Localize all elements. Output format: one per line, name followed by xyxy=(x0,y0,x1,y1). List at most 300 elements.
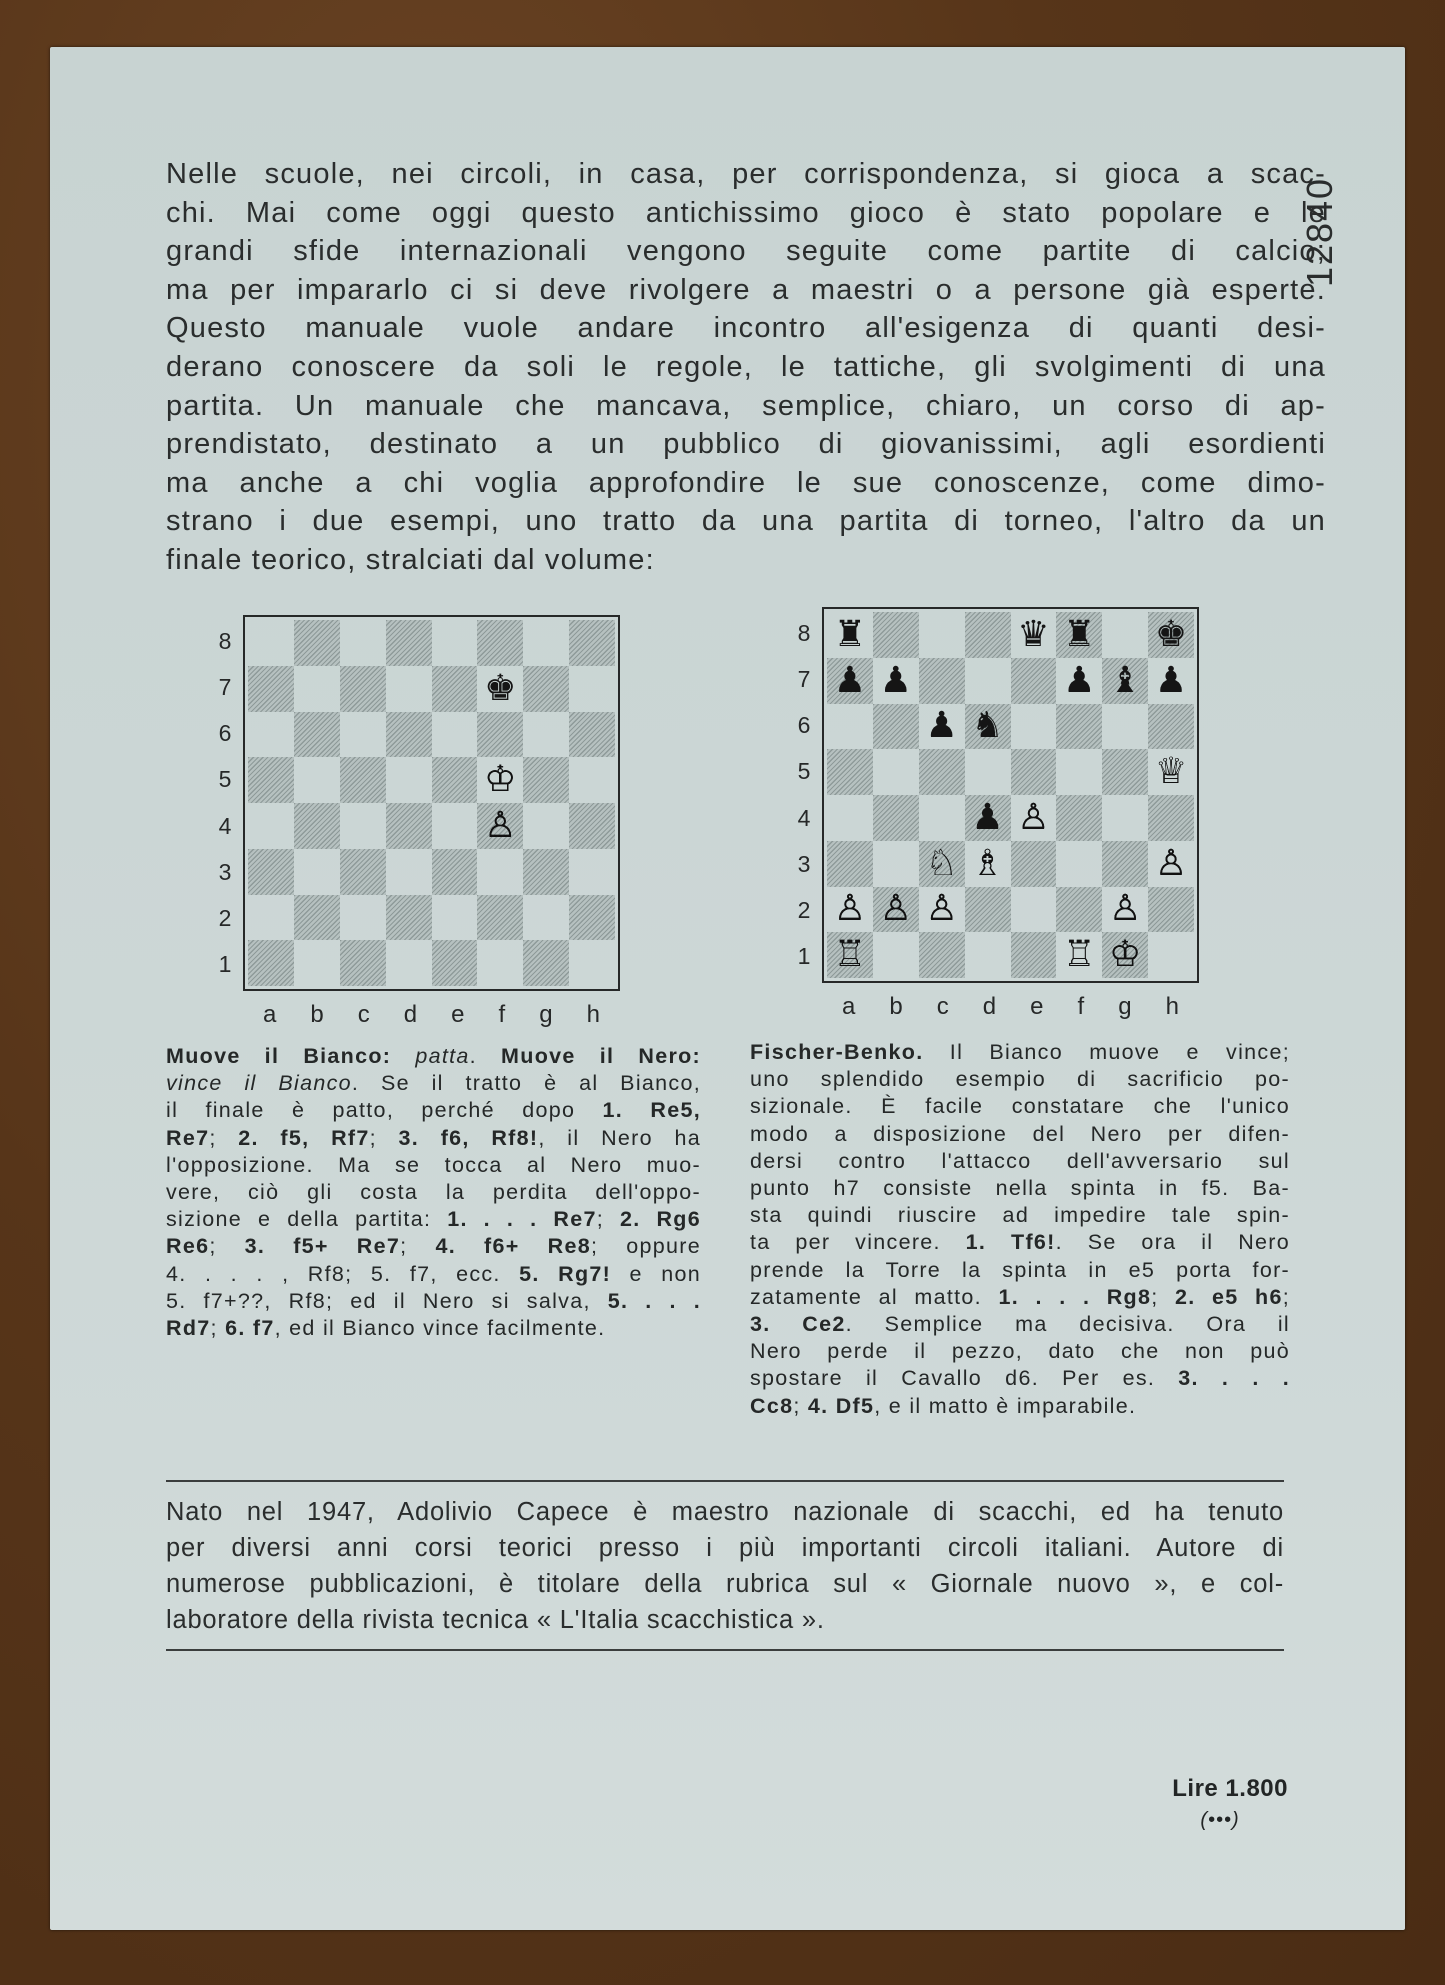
move-notation: 4. Df5 xyxy=(807,1393,875,1418)
square-d6 xyxy=(965,704,1011,750)
square-h8 xyxy=(569,620,615,666)
intro-paragraph xyxy=(166,155,1326,580)
move-notation: 2. e5 h6 xyxy=(1175,1284,1283,1309)
rank-labels xyxy=(215,618,235,988)
square-f2 xyxy=(1056,887,1102,933)
intro-line: Questo manuale vuole andare incontro all'esigenza di quanti desi- xyxy=(166,312,1326,345)
square-g1 xyxy=(1102,932,1148,978)
caption-line xyxy=(750,1121,1290,1148)
square-c8 xyxy=(919,612,965,658)
caption-line xyxy=(750,1229,1290,1256)
square-e4 xyxy=(432,803,478,849)
caption-text: ; xyxy=(209,1125,239,1150)
caption-line xyxy=(166,1206,701,1233)
square-h6 xyxy=(569,712,615,758)
move-notation: 2. Rg6 xyxy=(619,1207,701,1232)
square-h7 xyxy=(569,666,615,712)
caption-text: Nero perde il pezzo, dato che non può xyxy=(750,1339,1290,1364)
caption-text: 5. f7+??, Rf8; ed il Nero si salva, xyxy=(166,1288,608,1313)
square-b7 xyxy=(294,666,340,712)
square-a8 xyxy=(248,620,294,666)
square-c8 xyxy=(340,620,386,666)
caption-text: prende la Torre la spinta in e5 porta for- xyxy=(750,1257,1290,1282)
square-c4 xyxy=(919,795,965,841)
caption-line xyxy=(166,1043,701,1070)
move-notation: 3. Ce2 xyxy=(750,1312,846,1337)
rank-label: 6 xyxy=(797,712,811,739)
move-notation: 3. . . . xyxy=(1178,1366,1290,1391)
caption-line xyxy=(750,1311,1290,1338)
rank-label: 8 xyxy=(797,619,811,646)
square-f8 xyxy=(1056,612,1102,658)
divider-bottom xyxy=(166,1649,1284,1651)
move-notation: Rd7 xyxy=(166,1316,211,1341)
caption-text: ; xyxy=(400,1234,436,1259)
move-notation: Muove il Bianco: xyxy=(166,1044,416,1068)
square-h6 xyxy=(1148,704,1194,750)
square-d7 xyxy=(386,666,432,712)
move-notation: 1. Re5, xyxy=(602,1098,701,1123)
file-label: g xyxy=(539,1001,553,1028)
file-label: d xyxy=(982,993,997,1020)
black-pawn-icon: ♟ xyxy=(1154,659,1188,701)
square-d8 xyxy=(386,620,432,666)
intro-line: Nelle scuole, nei circoli, in casa, per corrispondenza, si gioca a scac- xyxy=(166,158,1326,190)
price-code: (•••) xyxy=(1200,1809,1240,1831)
square-b1 xyxy=(294,940,340,986)
square-g2 xyxy=(523,895,569,941)
caption-line xyxy=(750,1202,1290,1229)
file-label: f xyxy=(1077,993,1085,1020)
rank-label: 4 xyxy=(797,804,811,831)
intro-line: prendistato, destinato a un pubblico di giovanissimi, agli esordienti xyxy=(166,428,1326,461)
caption-text: ; xyxy=(1282,1284,1291,1309)
file-label: e xyxy=(1030,993,1044,1020)
white-queen-icon: ♕ xyxy=(1154,751,1188,793)
rank-label: 7 xyxy=(218,673,232,700)
caption-text: sizione e della partita: xyxy=(166,1207,448,1232)
author-bio xyxy=(166,1494,1284,1638)
white-king-icon: ♔ xyxy=(484,759,517,801)
square-g5 xyxy=(1102,749,1148,795)
white-pawn-icon: ♙ xyxy=(1017,796,1050,838)
caption-left xyxy=(166,1043,701,1342)
square-c1 xyxy=(340,940,386,986)
caption-line xyxy=(750,1175,1290,1202)
square-a1 xyxy=(248,940,294,986)
square-b3 xyxy=(873,841,919,887)
file-label: f xyxy=(498,1001,506,1028)
square-h4 xyxy=(569,803,615,849)
book-back-cover xyxy=(50,47,1405,1930)
square-g2 xyxy=(1102,887,1148,933)
rank-label: 8 xyxy=(218,627,232,654)
rank-label: 2 xyxy=(218,905,232,932)
caption-text: il finale è patto, perché dopo xyxy=(166,1098,603,1123)
black-pawn-icon: ♟ xyxy=(833,659,867,701)
file-label: c xyxy=(936,993,949,1020)
square-e3 xyxy=(1011,841,1057,887)
bio-line: laboratore della rivista tecnica « L'Italia scacchistica ». xyxy=(166,1606,825,1634)
square-b4 xyxy=(294,803,340,849)
caption-text: vince il Bianco xyxy=(166,1071,352,1096)
square-f1 xyxy=(477,940,523,986)
square-g5 xyxy=(523,757,569,803)
black-bishop-icon: ♝ xyxy=(1109,659,1142,701)
square-h1 xyxy=(1148,932,1194,978)
caption-line xyxy=(166,1233,701,1260)
caption-text: vere, ciò gli costa la perdita dell'oppo- xyxy=(166,1180,701,1205)
square-e7 xyxy=(1011,658,1057,704)
caption-line xyxy=(166,1288,701,1315)
caption-line xyxy=(750,1257,1290,1284)
square-c2 xyxy=(919,887,965,933)
square-g1 xyxy=(523,940,569,986)
caption-text: , il Nero ha xyxy=(538,1125,702,1150)
bio-line: Nato nel 1947, Adolivio Capece è maestro nazionale di scacchi, ed ha tenuto xyxy=(166,1498,1284,1526)
white-rook-icon: ♖ xyxy=(833,934,867,976)
caption-line xyxy=(166,1070,701,1097)
white-knight-icon: ♘ xyxy=(925,842,958,884)
rank-label: 5 xyxy=(797,758,811,785)
move-notation: 5. Rg7! xyxy=(519,1261,612,1286)
rank-label: 5 xyxy=(218,766,232,793)
caption-text: . xyxy=(469,1044,502,1068)
square-b6 xyxy=(294,712,340,758)
move-notation: Muove il Nero: xyxy=(501,1044,702,1068)
rank-label: 1 xyxy=(797,943,811,970)
intro-line: partita. Un manuale che mancava, semplice, chiaro, un corso di ap- xyxy=(166,389,1326,422)
square-e6 xyxy=(432,712,478,758)
square-d4 xyxy=(965,795,1011,841)
caption-text: . Semplice ma decisiva. Ora il xyxy=(845,1312,1290,1337)
file-label: h xyxy=(586,1001,600,1028)
square-b5 xyxy=(873,749,919,795)
square-e1 xyxy=(1011,932,1057,978)
file-label: a xyxy=(842,993,856,1020)
caption-text: , e il matto è imparabile. xyxy=(874,1393,1137,1418)
square-d8 xyxy=(965,612,1011,658)
square-f4 xyxy=(1056,795,1102,841)
caption-text: ; oppure xyxy=(590,1234,702,1259)
square-h5 xyxy=(569,757,615,803)
intro-line: strano i due esempi, uno tratto da una partita di torneo, l'altro da un xyxy=(166,505,1326,538)
rank-label: 6 xyxy=(218,720,232,747)
caption-text: l'opposizione. Ma se tocca al Nero muo- xyxy=(166,1152,701,1177)
intro-line: derano conoscere da soli le regole, le tattiche, gli svolgimenti di una xyxy=(166,350,1326,383)
white-bishop-icon: ♗ xyxy=(971,842,1004,884)
bio-line: numerose pubblicazioni, è titolare della rubrica sul « Giornale nuovo », e col- xyxy=(166,1570,1284,1598)
caption-line xyxy=(750,1066,1290,1093)
caption-text: e non xyxy=(611,1261,702,1286)
file-label: b xyxy=(310,1001,324,1028)
square-c3 xyxy=(919,841,965,887)
caption-text: ta per vincere. xyxy=(750,1230,966,1255)
square-b5 xyxy=(294,757,340,803)
caption-text: ; xyxy=(210,1316,226,1341)
square-c5 xyxy=(919,749,965,795)
white-king-icon: ♔ xyxy=(1109,934,1142,976)
catalog-number xyxy=(1300,157,1340,307)
move-notation: Re6 xyxy=(166,1234,210,1259)
move-notation: 1. . . . Re7 xyxy=(447,1207,597,1232)
square-c5 xyxy=(340,757,386,803)
square-g8 xyxy=(1102,612,1148,658)
square-a2 xyxy=(827,887,873,933)
square-h8 xyxy=(1148,612,1194,658)
black-pawn-icon: ♟ xyxy=(879,659,912,701)
rank-label: 3 xyxy=(218,858,232,885)
square-c6 xyxy=(340,712,386,758)
square-a7 xyxy=(827,658,873,704)
square-f3 xyxy=(477,849,523,895)
square-a3 xyxy=(248,849,294,895)
divider-top xyxy=(166,1480,1284,1482)
intro-line: ma per impararlo ci si deve rivolgere a maestri o a persone già esperte. xyxy=(166,273,1326,306)
white-pawn-icon: ♙ xyxy=(484,804,517,846)
caption-line xyxy=(166,1097,701,1124)
square-a4 xyxy=(827,795,873,841)
caption-text: ; xyxy=(369,1125,399,1150)
white-pawn-icon: ♙ xyxy=(879,888,912,930)
caption-text: 4. . . . , Rf8; 5. f7, ecc. xyxy=(166,1261,520,1286)
square-b1 xyxy=(873,932,919,978)
black-pawn-icon: ♟ xyxy=(1063,659,1096,701)
black-queen-icon: ♛ xyxy=(1017,613,1050,655)
caption-line xyxy=(166,1261,701,1288)
square-c1 xyxy=(919,932,965,978)
file-labels xyxy=(246,1001,617,1029)
square-d1 xyxy=(386,940,432,986)
price-label: Lire 1.800 xyxy=(1172,1775,1288,1802)
caption-text: ; xyxy=(793,1393,808,1418)
caption-line xyxy=(750,1338,1290,1365)
square-f7 xyxy=(477,666,523,712)
caption-text: ; xyxy=(596,1207,620,1232)
square-h2 xyxy=(1148,887,1194,933)
white-pawn-icon: ♙ xyxy=(833,888,867,930)
square-e5 xyxy=(432,757,478,803)
black-rook-icon: ♜ xyxy=(1063,613,1096,655)
square-c4 xyxy=(340,803,386,849)
square-b6 xyxy=(873,704,919,750)
file-label: a xyxy=(263,1001,277,1028)
rank-label: 2 xyxy=(797,897,811,924)
caption-line xyxy=(166,1152,701,1179)
square-f6 xyxy=(1056,704,1102,750)
black-pawn-icon: ♟ xyxy=(971,796,1004,838)
square-d5 xyxy=(386,757,432,803)
square-h2 xyxy=(569,895,615,941)
move-notation: 5. . . . xyxy=(607,1288,701,1313)
rank-label: 7 xyxy=(797,665,811,692)
caption-line xyxy=(750,1039,1290,1066)
move-notation: 1. . . . Rg8 xyxy=(998,1284,1152,1309)
caption-line xyxy=(166,1315,701,1342)
move-notation: Cc8 xyxy=(750,1393,794,1418)
caption-line xyxy=(750,1393,1290,1420)
square-h3 xyxy=(1148,841,1194,887)
caption-text: sta quindi riuscire ad impedire tale spin- xyxy=(750,1203,1290,1228)
move-notation: 1. Tf6! xyxy=(965,1230,1056,1255)
black-king-icon: ♚ xyxy=(1154,613,1188,655)
square-a3 xyxy=(827,841,873,887)
square-c7 xyxy=(919,658,965,704)
square-d3 xyxy=(965,841,1011,887)
intro-line: chi. Mai come oggi questo antichissimo gioco è stato popolare e le xyxy=(166,196,1326,229)
square-f1 xyxy=(1056,932,1102,978)
white-rook-icon: ♖ xyxy=(1063,934,1096,976)
white-pawn-icon: ♙ xyxy=(925,888,958,930)
square-e4 xyxy=(1011,795,1057,841)
square-f2 xyxy=(477,895,523,941)
file-label: g xyxy=(1118,993,1132,1020)
square-e8 xyxy=(1011,612,1057,658)
square-e2 xyxy=(1011,887,1057,933)
square-f4 xyxy=(477,803,523,849)
square-b8 xyxy=(294,620,340,666)
move-notation: 2. f5, Rf7 xyxy=(238,1125,370,1150)
square-d7 xyxy=(965,658,1011,704)
square-e7 xyxy=(432,666,478,712)
square-d5 xyxy=(965,749,1011,795)
square-a6 xyxy=(248,712,294,758)
square-d4 xyxy=(386,803,432,849)
square-f5 xyxy=(477,757,523,803)
file-label: d xyxy=(403,1001,418,1028)
black-knight-icon: ♞ xyxy=(971,705,1004,747)
square-g8 xyxy=(523,620,569,666)
move-notation: 4. f6+ Re8 xyxy=(435,1234,591,1259)
rank-label: 3 xyxy=(797,850,811,877)
caption-line xyxy=(750,1148,1290,1175)
rank-labels xyxy=(794,610,814,980)
catalog-number-text: 12840 xyxy=(1299,176,1340,288)
square-f6 xyxy=(477,712,523,758)
black-pawn-icon: ♟ xyxy=(925,705,958,747)
caption-line xyxy=(166,1179,701,1206)
caption-text: spostare il Cavallo d6. Per es. xyxy=(750,1366,1179,1391)
white-pawn-icon: ♙ xyxy=(1109,888,1142,930)
caption-text: patta xyxy=(415,1044,470,1068)
square-a8 xyxy=(827,612,873,658)
caption-text: Il Bianco muove e vince; xyxy=(923,1040,1290,1064)
caption-line xyxy=(750,1365,1290,1392)
square-d6 xyxy=(386,712,432,758)
caption-text: punto h7 consiste nella spinta in f5. Ba- xyxy=(750,1176,1290,1201)
square-f8 xyxy=(477,620,523,666)
chessboard-right xyxy=(822,607,1199,983)
caption-line xyxy=(750,1093,1290,1120)
square-b7 xyxy=(873,658,919,704)
intro-line: grandi sfide internazionali vengono seguite come partite di calcio; xyxy=(166,235,1326,268)
square-c2 xyxy=(340,895,386,941)
bio-line: per diversi anni corsi teorici presso i più importanti circoli italiani. Autore di xyxy=(166,1534,1284,1562)
square-c6 xyxy=(919,704,965,750)
square-e1 xyxy=(432,940,478,986)
square-a2 xyxy=(248,895,294,941)
square-a7 xyxy=(248,666,294,712)
file-label: c xyxy=(357,1001,370,1028)
caption-line xyxy=(750,1284,1290,1311)
square-d2 xyxy=(965,887,1011,933)
caption-right xyxy=(750,1039,1290,1420)
square-g4 xyxy=(1102,795,1148,841)
file-label: b xyxy=(889,993,903,1020)
caption-line xyxy=(166,1125,701,1152)
caption-text: , ed il Bianco vince facilmente. xyxy=(274,1316,606,1341)
move-notation: 6. f7 xyxy=(225,1316,275,1341)
file-label: e xyxy=(451,1001,465,1028)
square-g7 xyxy=(523,666,569,712)
square-a5 xyxy=(827,749,873,795)
square-g6 xyxy=(523,712,569,758)
square-e6 xyxy=(1011,704,1057,750)
square-f5 xyxy=(1056,749,1102,795)
black-king-icon: ♚ xyxy=(484,667,517,709)
move-notation: 3. f5+ Re7 xyxy=(244,1234,401,1259)
square-g6 xyxy=(1102,704,1148,750)
square-e5 xyxy=(1011,749,1057,795)
intro-line: finale teorico, stralciati dal volume: xyxy=(166,543,655,576)
square-c3 xyxy=(340,849,386,895)
move-notation: Re7 xyxy=(166,1125,210,1150)
square-c7 xyxy=(340,666,386,712)
caption-text: ; xyxy=(1151,1284,1176,1309)
square-h1 xyxy=(569,940,615,986)
caption-text: modo a disposizione del Nero per difen- xyxy=(750,1121,1290,1146)
caption-text: . Se il tratto è al Bianco, xyxy=(351,1071,701,1096)
square-d2 xyxy=(386,895,432,941)
square-b4 xyxy=(873,795,919,841)
square-h5 xyxy=(1148,749,1194,795)
move-notation: 3. f6, Rf8! xyxy=(398,1125,539,1150)
caption-text: . Se ora il Nero xyxy=(1055,1230,1290,1255)
caption-text: dersi contro l'attacco dell'avversario sul xyxy=(750,1148,1290,1173)
square-a5 xyxy=(248,757,294,803)
file-label: h xyxy=(1165,993,1179,1020)
caption-text: ; xyxy=(209,1234,245,1259)
square-f7 xyxy=(1056,658,1102,704)
square-b3 xyxy=(294,849,340,895)
square-e3 xyxy=(432,849,478,895)
square-b2 xyxy=(294,895,340,941)
square-g3 xyxy=(1102,841,1148,887)
square-d1 xyxy=(965,932,1011,978)
square-g4 xyxy=(523,803,569,849)
square-g3 xyxy=(523,849,569,895)
white-pawn-icon: ♙ xyxy=(1154,842,1188,884)
rank-label: 1 xyxy=(218,951,232,978)
caption-text: uno splendido esempio di sacrificio po- xyxy=(750,1067,1290,1092)
square-f3 xyxy=(1056,841,1102,887)
square-a1 xyxy=(827,932,873,978)
square-h4 xyxy=(1148,795,1194,841)
square-e2 xyxy=(432,895,478,941)
caption-text: zatamente al matto. xyxy=(750,1284,999,1309)
square-g7 xyxy=(1102,658,1148,704)
square-h3 xyxy=(569,849,615,895)
file-labels xyxy=(825,993,1196,1021)
intro-line: ma anche a chi voglia approfondire le sue conoscenze, come dimo- xyxy=(166,466,1326,499)
move-notation: Fischer-Benko. xyxy=(750,1040,924,1064)
square-h7 xyxy=(1148,658,1194,704)
caption-text: sizionale. È facile constatare che l'unico xyxy=(750,1094,1290,1119)
square-d3 xyxy=(386,849,432,895)
rank-label: 4 xyxy=(218,812,232,839)
square-b2 xyxy=(873,887,919,933)
square-e8 xyxy=(432,620,478,666)
